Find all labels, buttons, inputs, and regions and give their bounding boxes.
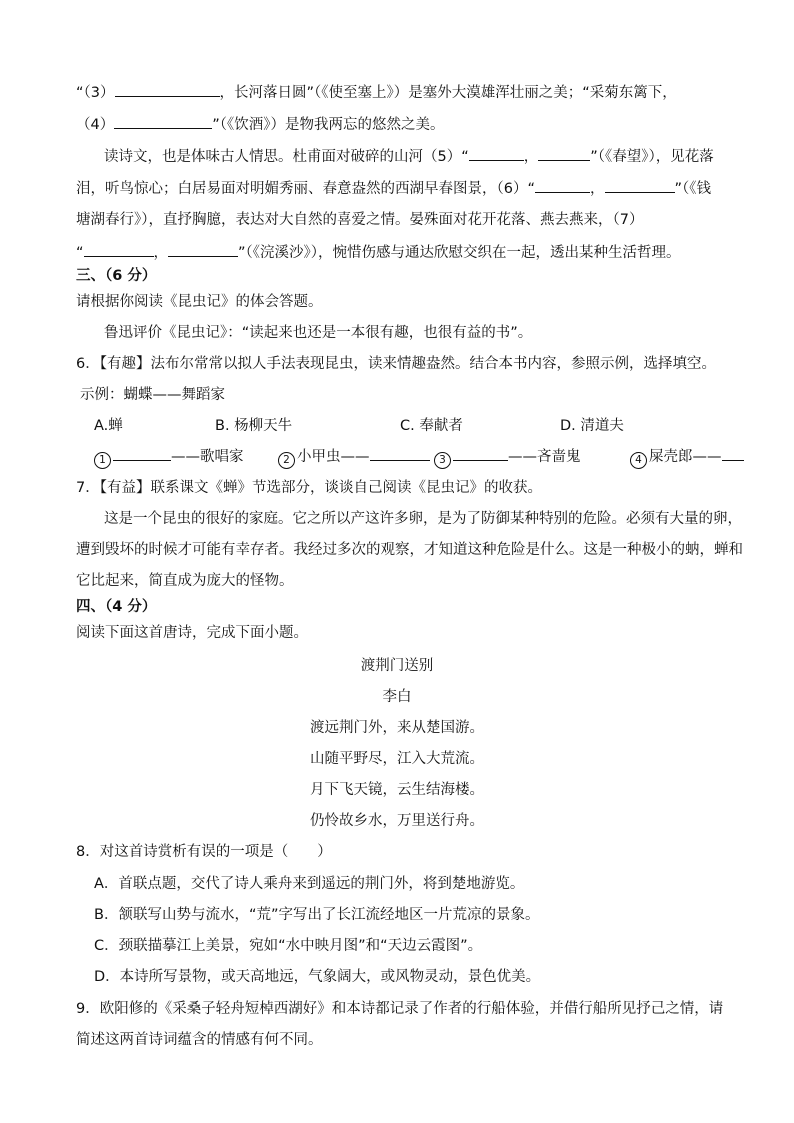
text: “ (76, 245, 84, 261)
circled-number-2: 2 (278, 452, 295, 469)
text: 示例：蝴蝶 (80, 387, 153, 403)
text: 舞蹈家 (181, 387, 225, 403)
dash-separator: —— (340, 449, 370, 465)
fill-item-4 (630, 446, 744, 469)
dash-separator: —— (171, 449, 200, 465)
text: 泪，听鸟惊心；白居易面对明媚秀丽、春意盎然的西湖早春图景，（6）“ (76, 181, 535, 197)
poem-author: 李白 (382, 689, 412, 705)
poem-line-4: 仍怜故乡水，万里送行舟。 (310, 813, 484, 829)
answer-blank-6a[interactable] (535, 178, 590, 193)
example-line (80, 385, 760, 405)
circled-number-1: 1 (94, 452, 111, 469)
fill-line-5 (104, 146, 784, 167)
option-a: A.蝉 (94, 418, 123, 434)
text: “（3） (76, 85, 115, 101)
text: ”（《饮酒》）是物我两忘的悠然之美。 (212, 117, 445, 133)
fill-line-4 (76, 114, 756, 135)
text: ”（《钱 (674, 181, 712, 197)
text: ， (153, 245, 169, 261)
text: ， (590, 181, 605, 197)
question-9-line-2: 简述这两首诗词蕴含的情感有何不同。 (76, 1032, 323, 1048)
choice-b[interactable]: B．颔联写山势与流水，“荒”字写出了长江流经地区一片荒凉的景象。 (94, 907, 540, 923)
text: ”（《春望》），见花落 (590, 149, 714, 165)
question-9-line-1: 9．欧阳修的《采桑子轻舟短棹西湖好》和本诗都记录了作者的行船体验，并借行船所见抒己之情，请 (76, 1001, 724, 1017)
passage-line-3: 它比起来，简直成为庞大的怪物。 (76, 573, 294, 589)
answer-blank-fill-1[interactable] (113, 446, 171, 461)
poem-line-1: 渡远荆门外，来从楚国游。 (310, 720, 484, 736)
circled-number-4: 4 (630, 452, 647, 469)
poem-title: 渡荆门送别 (360, 658, 434, 674)
text: ， (523, 149, 539, 165)
fill-item-2 (278, 446, 430, 469)
dash-separator: —— (692, 449, 722, 465)
section-4-heading: 四、（4 分） (76, 599, 157, 615)
fill-line-3 (76, 82, 756, 103)
text: 塘湖春行》），直抒胸臆，表达对大自然的喜爱之情。晏殊面对花开花落、燕去燕来，（7） (76, 212, 644, 228)
answer-blank-7b[interactable] (168, 242, 238, 257)
fill-line-7 (76, 210, 756, 230)
section-4-intro: 阅读下面这首唐诗，完成下面小题。 (76, 625, 308, 641)
text: 小甲虫 (297, 449, 341, 465)
fill-line-7b (76, 242, 756, 263)
answer-blank-6b[interactable] (605, 178, 675, 193)
option-c: C. 奉献者 (400, 418, 463, 434)
text: 歌唱家 (200, 449, 244, 465)
text: 读诗文，也是体味古人情思。杜甫面对破碎的山河（5）“ (104, 149, 469, 165)
section-3-intro: 请根据你阅读《昆虫记》的体会答题。 (76, 294, 323, 310)
section-3-heading: 三、（6 分） (76, 268, 157, 284)
poem-line-3: 月下飞天镜，云生结海楼。 (310, 782, 484, 798)
answer-blank-fill-4[interactable] (722, 446, 744, 461)
text: ，长河落日圆”（《使至塞上》）是塞外大漠雄浑壮丽之美；“采菊东篱下， (219, 85, 677, 101)
answer-blank-fill-3[interactable] (453, 446, 508, 461)
circled-number-3: 3 (434, 452, 451, 469)
answer-blank-3[interactable] (115, 82, 220, 97)
choice-d[interactable]: D．本诗所写景物，或天高地远，气象阔大，或风物灵动，景色优美。 (94, 969, 541, 985)
fill-line-6 (76, 178, 756, 199)
answer-blank-5a[interactable] (469, 146, 524, 161)
answer-blank-7a[interactable] (84, 242, 154, 257)
text: 吝啬鬼 (537, 449, 581, 465)
question-6: 6．【有趣】法布尔常常以拟人手法表现昆虫，读来情趣盎然。结合本书内容，参照示例，选择填空。 (76, 356, 716, 372)
option-d: D. 清道夫 (560, 418, 624, 434)
question-8: 8．对这首诗赏析有误的一项是（ ） (76, 844, 332, 860)
fill-item-3 (434, 446, 581, 469)
passage-line-1: 这是一个昆虫的很好的家庭。它之所以产这许多卵，是为了防御某种特别的危险。必须有大量的卵， (104, 511, 742, 527)
text: ”（《浣溪沙》），惋惜伤感与通达欣慰交织在一起，透出某种生活哲理。 (238, 245, 681, 261)
option-b: B. 杨柳天牛 (215, 418, 293, 434)
choice-a[interactable]: A．首联点题，交代了诗人乘舟来到遥远的荆门外，将到楚地游览。 (94, 876, 525, 892)
fill-item-1 (94, 446, 244, 469)
answer-blank-4[interactable] (114, 114, 212, 129)
luxun-quote: 鲁迅评价《昆虫记》：“读起来也还是一本很有趣，也很有益的书”。 (104, 325, 533, 341)
choice-c[interactable]: C．颈联描摹江上美景，宛如“水中映月图”和“天边云霞图”。 (94, 938, 483, 954)
question-7: 7．【有益】联系课文《蝉》节选部分，谈谈自己阅读《昆虫记》的收获。 (76, 480, 542, 496)
text: 屎壳郎 (649, 449, 693, 465)
dash-separator: —— (508, 449, 537, 465)
poem-line-2: 山随平野尽，江入大荒流。 (310, 751, 484, 767)
text: （4） (76, 117, 115, 133)
answer-blank-fill-2[interactable] (370, 446, 430, 461)
passage-line-2: 遭到毁坏的时候才可能有幸存者。我经过多次的观察，才知道这种危险是什么。这是一种极小的蚋，蝉和 (76, 542, 743, 558)
answer-blank-5b[interactable] (538, 146, 590, 161)
dash-separator: —— (152, 387, 182, 403)
